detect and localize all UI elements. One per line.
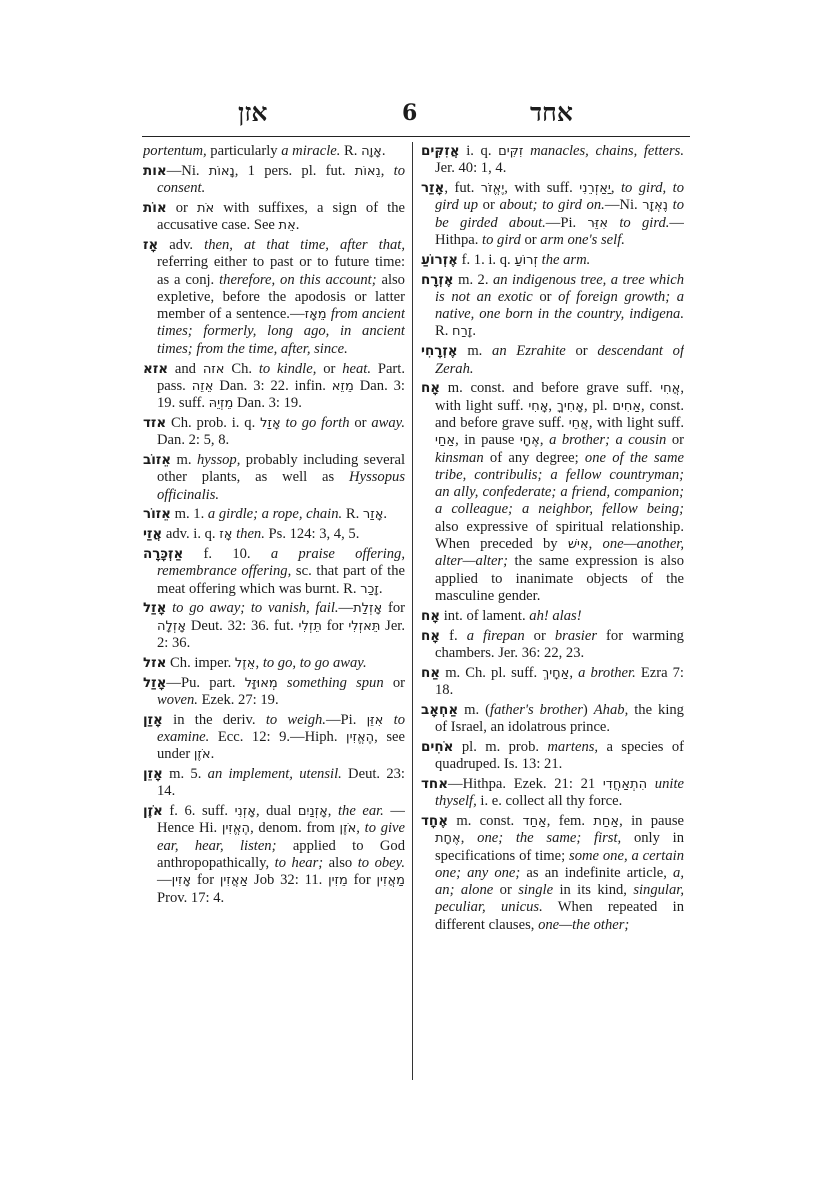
entry-text: , with light suff.: [435, 380, 684, 414]
italic-text: Hyssopus officinalis.: [157, 469, 405, 503]
italic-text: from ancient times; formerly, long ago, in ancient times; from the time, after, since.: [157, 306, 405, 357]
hebrew-form: נֵאוֹת: [354, 163, 381, 179]
italic-text: kinsman: [435, 449, 484, 466]
entry-text: m.: [171, 452, 197, 469]
headword: אַחְאָב: [421, 701, 459, 718]
dictionary-entry: [421, 380, 684, 605]
entry-text: .: [378, 580, 383, 597]
hebrew-form: אַחִים: [612, 398, 642, 414]
entry-text: , in pause: [619, 812, 684, 829]
hebrew-form: אֲחִי: [660, 381, 681, 397]
italic-text: a firepan: [466, 627, 525, 644]
entry-text: i. e. collect all thy force.: [476, 793, 623, 810]
entry-text: in the deriv.: [162, 711, 266, 728]
entry-text: for warming chambers. Jer. 36: 22, 23.: [435, 627, 684, 661]
dictionary-entry: [143, 526, 405, 543]
entry-text: m.: [457, 343, 493, 360]
hebrew-form: אָזִין: [171, 873, 192, 889]
entry-text: , denom. from: [250, 820, 340, 837]
dictionary-entry: [143, 200, 405, 235]
dictionary-entry: [143, 237, 405, 358]
hebrew-form: זָרַח: [452, 324, 473, 340]
entry-text: or: [532, 288, 559, 305]
dictionary-entry: [421, 628, 684, 663]
italic-text: a miracle.: [281, 143, 341, 159]
headword: אזל: [143, 654, 167, 671]
entry-text: ,: [380, 162, 394, 179]
entry-text: ,: [539, 432, 550, 449]
dictionary-entry: [143, 546, 405, 598]
entry-text: , pl.: [583, 397, 613, 414]
entry-text: Jer. 2: 36.: [157, 617, 405, 652]
hebrew-form: תֵּאזְלִי: [348, 618, 381, 634]
entry-text: [278, 675, 287, 691]
entry-text: also expressive of spiritual relationship. When preceded by: [435, 518, 684, 553]
entry-text: [608, 215, 619, 231]
italic-text: to consent.: [157, 162, 405, 197]
entry-text: or: [316, 360, 343, 377]
entry-text: R.: [340, 143, 362, 159]
italic-text: one—another, alter—alter;: [435, 536, 684, 570]
italic-text: to go away; to vanish, fail.: [172, 600, 339, 617]
left-column: [143, 143, 405, 1183]
entry-text: and: [168, 360, 203, 377]
headword: אֵזוֹר: [143, 506, 171, 523]
dictionary-entry: [143, 506, 405, 523]
right-column: [421, 143, 684, 1183]
entry-text: , 1 pers. pl. fut.: [234, 162, 355, 179]
hebrew-form: אָזְלַת: [353, 601, 383, 617]
headword: אֹזֶן: [143, 803, 163, 820]
entry-text: probably including several other plants, as well as: [157, 452, 405, 486]
hebrew-form: אֵזֶל: [234, 655, 256, 671]
entry-text: —Ni.: [166, 162, 209, 179]
headword: אֶחָד: [421, 812, 449, 829]
entry-text: or: [493, 882, 519, 899]
entry-text: m. (: [458, 701, 491, 718]
italic-text: to weigh.: [265, 711, 326, 728]
headword: אֲזִקִּים: [421, 143, 460, 159]
italic-text: then.: [236, 526, 265, 543]
entry-text: the king of Israel, an idolatrous prince.: [435, 701, 684, 735]
hebrew-form: אִזֵּר: [587, 215, 609, 231]
italic-text: the ear.: [337, 803, 384, 820]
hebrew-form: אִישׁ: [567, 537, 589, 553]
page-number: 6: [402, 100, 418, 126]
dictionary-entry: [421, 813, 684, 934]
hebrew-form: אֶחָי: [519, 433, 540, 449]
entry-text: —Hithpa. Ezek. 21: 21: [448, 775, 603, 792]
italic-text: a praise offering, remembrance offering,: [157, 546, 405, 580]
entry-text: ,: [569, 664, 579, 681]
dictionary-entry: [421, 143, 684, 178]
hebrew-form: אָזַר: [362, 507, 384, 523]
hebrew-form: אַחַי: [435, 433, 456, 449]
italic-text: to go forth: [285, 414, 350, 431]
italic-text: father's brother: [490, 701, 583, 718]
headword: אֶזְרָחִי: [421, 343, 458, 360]
dictionary-entry: [143, 655, 405, 672]
entry-text: a species of quadruped. Is. 13: 21.: [435, 738, 684, 773]
italic-text: martens,: [547, 738, 599, 755]
entry-text: with suffixes, a sign of the accusative case. See: [157, 199, 405, 234]
entry-text: m. 5.: [162, 766, 208, 783]
italic-text: a brother; a cousin: [549, 432, 667, 449]
entry-text: as an indefinite article,: [520, 864, 674, 881]
entry-text: of any degree;: [483, 449, 585, 466]
entry-text: particularly: [206, 143, 282, 159]
entry-text: Deut. 32: 36. fut.: [186, 617, 299, 634]
entry-text: f.: [440, 627, 467, 644]
entry-text: R.: [435, 323, 453, 340]
dictionary-entry: [421, 776, 684, 811]
hebrew-form: אֹת: [197, 200, 215, 216]
entry-text: .: [381, 143, 386, 159]
hebrew-form: אָזְנַיִם: [297, 804, 328, 820]
entry-text: .: [472, 323, 477, 340]
italic-text: to hear;: [274, 855, 324, 872]
italic-text: ah! alas!: [529, 607, 582, 624]
header-right-word: אחד: [530, 98, 573, 127]
headword: אָזַל: [143, 600, 167, 617]
dictionary-entry: [421, 665, 684, 700]
entry-text: —Pi.: [545, 214, 588, 231]
hebrew-form: אֲחֵי: [568, 415, 589, 431]
entry-text: Ezra 7: 18.: [435, 664, 684, 698]
entry-text: When repeated in different clauses,: [435, 899, 684, 933]
hebrew-form: נֶאְזָר: [642, 198, 669, 214]
italic-text: arm one's self.: [540, 231, 625, 248]
entry-text: .: [383, 506, 388, 523]
hebrew-form: מַאֲזִין: [376, 873, 405, 889]
entry-text: ,: [460, 830, 478, 847]
italic-text: of foreign growth; a native, one born in the country, indigena.: [435, 288, 684, 323]
entry-text: Dan. 3: 22. infin.: [213, 377, 332, 394]
entry-text: Prov. 17: 4.: [157, 889, 225, 906]
hebrew-form: מֵזְיֵהּ: [208, 396, 234, 412]
entry-text: —Ni.: [604, 197, 643, 214]
hebrew-form: הִתְאַחֲדִי: [602, 776, 648, 792]
entry-text: i. q.: [459, 143, 499, 159]
hebrew-form: זְרוֹעַ: [514, 252, 538, 268]
entry-text: m. Ch. pl. suff.: [440, 664, 543, 681]
headword: אָח: [421, 607, 441, 624]
dictionary-entry: [421, 343, 684, 378]
column-divider: [412, 142, 413, 1080]
entry-text: .: [210, 746, 215, 763]
entry-text: sc. that part of the meat offering which was burnt. R.: [157, 563, 405, 597]
dictionary-entry: [421, 739, 684, 774]
entry-text: , fem.: [546, 812, 594, 829]
entry-text: or: [166, 199, 197, 216]
hebrew-form: אֹזֶן: [193, 747, 211, 763]
hebrew-form: אַחַת: [593, 813, 620, 829]
headword: אַח: [421, 664, 441, 681]
italic-text: to kindle,: [258, 360, 317, 377]
italic-text: to give ear, hear, listen;: [157, 820, 405, 854]
dictionary-entry: [143, 415, 405, 450]
hebrew-form: הֶאֱזִין: [346, 730, 375, 745]
dictionary-entry: [143, 452, 405, 504]
headword: אֵזוֹב: [143, 452, 172, 469]
italic-text: to gird.: [619, 214, 670, 231]
entry-text: int. of lament.: [440, 607, 530, 624]
dictionary-entry: [143, 712, 405, 764]
italic-text: therefore, on this account;: [219, 271, 377, 288]
hebrew-form: אַחַד: [522, 813, 547, 829]
entry-text: ,: [327, 803, 338, 820]
entry-text: , const. and before grave suff.: [435, 397, 684, 431]
entry-text: , dual: [255, 803, 298, 820]
entry-text: —Hence Hi.: [157, 803, 405, 837]
italic-text: a, an; alone: [435, 864, 684, 899]
hebrew-form: יַאַזְרֵנִי: [579, 181, 611, 197]
entry-text: for: [321, 617, 349, 634]
italic-text: hyssop,: [196, 452, 241, 469]
entry-text: .: [295, 217, 300, 234]
italic-text: heat.: [342, 360, 371, 377]
dictionary-entry: [143, 803, 405, 907]
entry-text: applied to God anthropopathically,: [157, 837, 405, 872]
hebrew-form: אִזֵּן: [366, 712, 384, 728]
italic-text: singular, peculiar, unicus.: [435, 882, 684, 916]
entry-text: for: [191, 872, 220, 889]
entry-text: , with suff.: [504, 180, 580, 197]
entry-text: or: [383, 674, 405, 691]
hebrew-form: תֵּזְלִי: [298, 618, 322, 634]
entry-text: Ps. 124: 3, 4, 5.: [264, 526, 360, 543]
entry-text: ,: [588, 536, 603, 553]
entry-text: m. 1.: [171, 506, 208, 523]
entry-text: or: [565, 343, 598, 360]
italic-text: an implement, utensil.: [207, 766, 342, 783]
italic-text: away.: [371, 414, 405, 431]
entry-text: f. 10.: [183, 546, 271, 563]
entry-text: Part. pass.: [157, 360, 405, 394]
dictionary-entry: [421, 180, 684, 249]
entry-text: Dan. 2: 5, 8.: [157, 432, 230, 449]
headword: אָז: [143, 236, 159, 253]
entry-text: or: [349, 414, 372, 431]
entry-text: [647, 776, 655, 792]
dictionary-entry: [143, 143, 405, 160]
headword: אַזְכָּרָה: [143, 546, 184, 563]
entry-text: also: [323, 855, 358, 872]
entry-text: , in pause: [455, 432, 520, 449]
italic-text: woven.: [157, 691, 198, 708]
dictionary-entry: [143, 600, 405, 652]
dictionary-entry: [143, 675, 405, 710]
hebrew-form: זִקִּים: [498, 144, 524, 159]
entry-text: , fut.: [444, 180, 481, 197]
headword: אֶזְרוֹעַ: [421, 251, 458, 268]
hebrew-form: אֶחָת: [435, 831, 461, 847]
hebrew-form: אַחָיךְ: [542, 665, 570, 681]
entry-text: ): [582, 701, 594, 718]
dictionary-entry: [143, 361, 405, 413]
hebrew-form: הֶאֱזִין: [221, 821, 251, 837]
entry-text: Dan. 3: 19.: [233, 395, 302, 412]
dictionary-entry: [421, 252, 684, 269]
hebrew-form: אָחִי: [528, 398, 549, 414]
italic-text: to be girded about.: [435, 197, 684, 231]
entry-text: in its kind,: [553, 882, 634, 899]
dictionary-entry: [421, 272, 684, 341]
entry-text: Deut. 23: 14.: [157, 766, 405, 800]
entry-text: or: [666, 432, 684, 449]
entry-text: only in specifications of time;: [435, 830, 684, 864]
entry-text: or: [524, 627, 555, 644]
italic-text: Ahab,: [593, 701, 629, 718]
italic-text: an Ezrahite: [492, 343, 566, 360]
italic-text: about; to gird on.: [499, 197, 605, 214]
entry-text: referring either to past or to future time: as a conj.: [157, 254, 405, 288]
headword: אָזַר: [421, 180, 445, 197]
entry-text: Jer. 40: 1, 4.: [435, 160, 507, 177]
entry-text: Ecc. 12: 9.—Hiph.: [209, 729, 347, 745]
hebrew-form: אָז: [219, 527, 233, 543]
entry-text: —Pi.: [325, 711, 367, 728]
entry-text: for: [347, 872, 377, 889]
header-left-word: אזן: [238, 98, 268, 127]
entry-text: Ch. prob. i. q.: [166, 414, 261, 431]
italic-text: the arm.: [541, 251, 591, 268]
entry-text: ,: [610, 180, 621, 197]
entry-text: adv.: [158, 236, 205, 253]
hebrew-form: מֵזֵא: [331, 378, 354, 394]
entry-text: the same expression is also applied to inanimate objects of the masculine gender.: [435, 553, 684, 604]
entry-text: or: [520, 231, 541, 248]
italic-text: to go, to go away.: [262, 654, 367, 671]
entry-text: [383, 712, 393, 728]
dictionary-entry: [143, 163, 405, 198]
hebrew-form: אָוָה: [361, 144, 382, 159]
italic-text: some one, a certain one; any one;: [435, 847, 684, 881]
entry-text: m. const. and before grave suff.: [440, 380, 661, 397]
entry-text: —: [157, 872, 172, 889]
hebrew-form: אָזַל: [260, 415, 281, 431]
entry-text: , with light suff.: [588, 414, 684, 431]
dictionary-entry: [421, 608, 684, 625]
headword: אָזַל: [143, 674, 167, 691]
hebrew-form: אֵזֵה: [191, 378, 214, 394]
entry-text: Ch.: [224, 360, 259, 377]
italic-text: one—the other;: [538, 916, 630, 933]
italic-text: to examine.: [157, 711, 405, 745]
italic-text: single: [518, 882, 554, 899]
hebrew-form: אָזְלָה: [157, 618, 187, 634]
italic-text: to gird: [482, 231, 521, 248]
hebrew-form: מֵזִין: [328, 873, 348, 889]
entry-text: f. 6. suff.: [162, 803, 235, 820]
headword: אֲזַי: [143, 526, 163, 543]
hebrew-form: נָאוֹת: [208, 163, 235, 179]
italic-text: portentum,: [143, 143, 207, 159]
entry-text: or: [478, 197, 500, 214]
italic-text: brasier: [554, 627, 598, 644]
hebrew-form: אָזְנִי: [234, 804, 256, 820]
italic-text: a girdle; a rope, chain.: [207, 506, 343, 523]
dictionary-entry: [421, 702, 684, 737]
entry-text: —: [338, 600, 354, 617]
headword: אָח: [421, 380, 441, 397]
entry-text: Job 32: 11.: [248, 872, 329, 889]
headword: אָח: [421, 627, 441, 644]
entry-text: m. const.: [448, 812, 523, 829]
hebrew-form: מְאוּזָּל: [244, 675, 278, 691]
entry-text: —Pu. part.: [166, 674, 245, 691]
entry-text: R.: [342, 506, 363, 523]
headword: אֶזְרָח: [421, 271, 454, 288]
entry-text: —Hithpa.: [435, 214, 684, 248]
headword: אוֹת: [143, 199, 167, 216]
hebrew-form: מֵאָז: [304, 307, 327, 323]
entry-text: pl. m. prob.: [453, 738, 548, 755]
italic-text: to gird, to gird up: [435, 180, 684, 214]
headword: אזא: [143, 360, 169, 377]
hebrew-form: אַאֲזִין: [219, 873, 249, 889]
entry-text: for: [382, 600, 405, 617]
headword: אֹחִים: [421, 738, 454, 755]
italic-text: then, at that time, after that,: [204, 236, 405, 253]
header-rule: [142, 136, 690, 137]
italic-text: a brother.: [578, 664, 636, 681]
italic-text: something spun: [286, 674, 384, 691]
hebrew-form: אָחִיךָ: [556, 398, 584, 414]
italic-text: an indigenous tree, a tree which is not an exotic: [435, 271, 684, 305]
entry-text: Dan. 3: 19. suff.: [157, 377, 405, 412]
entry-text: ,: [356, 820, 365, 837]
italic-text: to obey.: [357, 855, 405, 872]
entry-text: ,: [255, 654, 263, 671]
entry-text: adv. i. q.: [162, 526, 220, 543]
headword: אות: [143, 162, 167, 179]
entry-text: also expletive, before the apodosis or latter member of a sentence.—: [157, 271, 405, 323]
headword: אזד: [143, 414, 167, 431]
hebrew-form: אֹזֶן: [339, 821, 357, 837]
italic-text: manacles, chains, fetters.: [530, 143, 684, 159]
dictionary-entry: [143, 766, 405, 801]
hebrew-form: אזה: [202, 361, 225, 377]
headword: אָזֵן: [143, 766, 163, 783]
italic-text: one of the same tribe, contribulis; a fellow countryman; an ally, confederate; a friend, companion; a colleague; a neighbor, fellow being;: [435, 449, 684, 518]
hebrew-form: אֵת: [278, 218, 296, 234]
headword: אָזַן: [143, 711, 163, 728]
entry-text: , see under: [157, 729, 405, 763]
entry-text: Ch. imper.: [166, 654, 235, 671]
italic-text: unite thyself,: [435, 775, 684, 810]
headword: אחד: [421, 775, 449, 792]
entry-text: f. 1. i. q.: [457, 251, 515, 268]
italic-text: descendant of Zerah.: [435, 343, 684, 377]
entry-text: ,: [548, 397, 557, 414]
hebrew-form: יֶאֱזֹר: [480, 181, 505, 197]
hebrew-form: זָכַר: [360, 581, 379, 597]
entry-text: m. 2.: [453, 271, 493, 288]
italic-text: one; the same; first,: [477, 830, 622, 847]
entry-text: Ezek. 27: 19.: [197, 691, 279, 708]
